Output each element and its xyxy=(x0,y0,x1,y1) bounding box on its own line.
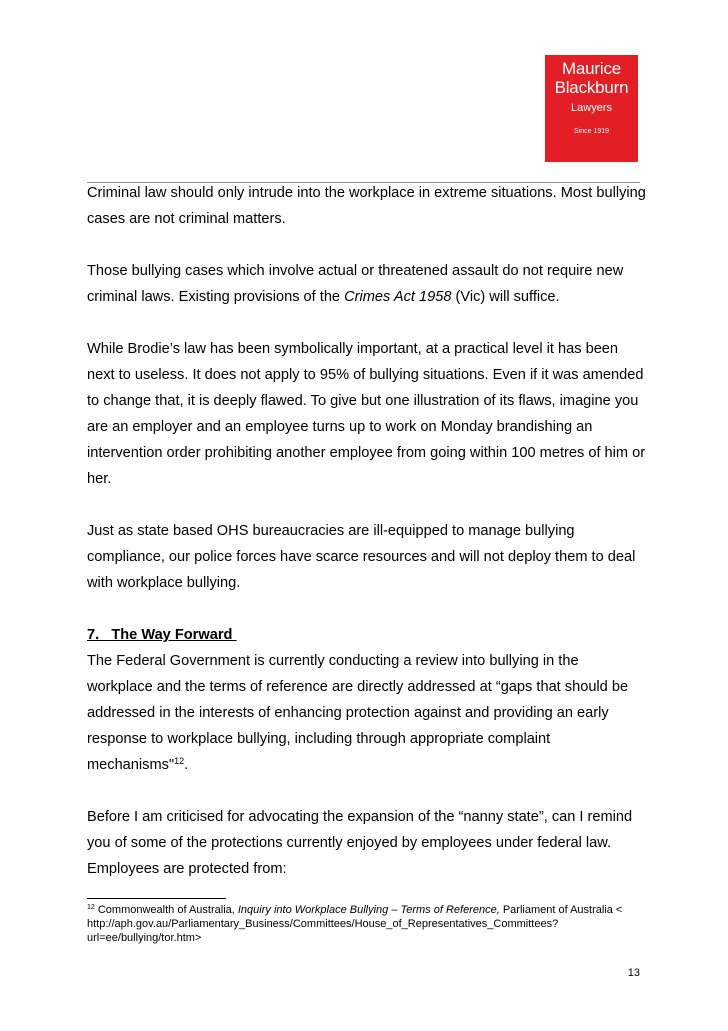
footnote-reference-12[interactable]: 12 xyxy=(174,756,185,766)
logo-line-lawyers: Lawyers xyxy=(571,102,612,114)
footnote-text-1: Commonwealth of Australia, xyxy=(94,904,238,916)
paragraph-federal-review-end: . xyxy=(184,757,189,773)
logo-line-blackburn: Blackburn xyxy=(554,78,629,97)
paragraph-federal-review-text: The Federal Government is currently conducting a review into bullying in the workplace and the terms of reference are directly addressed at “gaps that should be addressed in the interests of enhancing protection against and providing an early response to workplace bullying, including through appropriate complaint mechanisms" xyxy=(87,653,629,773)
logo-line-maurice: Maurice xyxy=(561,59,622,78)
paragraph-criminal-law: Criminal law should only intrude into the workplace in extreme situations. Most bullying cases are not criminal matters. xyxy=(87,185,646,227)
section-heading-way-forward: 7. The Way Forward xyxy=(87,627,237,643)
footnote-divider xyxy=(87,898,226,899)
paragraph-nanny-state: Before I am criticised for advocating the expansion of the “nanny state”, can I remind you of some of the protections currently enjoyed by employees under federal law. Employees are protected from: xyxy=(87,809,633,877)
paragraph-brodies-law: While Brodie’s law has been symbolically important, at a practical level it has been next to useless. It does not apply to 95% of bullying situations. Even if it was amended to change that, it is deeply flawed. To give but one illustration of its flaws, imagine you are an employer and an employee turns up to work on Monday brandishing an intervention order prohibiting another employee from going within 100 metres of him or her. xyxy=(87,341,646,487)
page-number: 13 xyxy=(627,967,640,979)
paragraph-assault xyxy=(87,258,647,310)
paragraph-federal-review xyxy=(87,648,647,778)
paragraph-assault-text-1: Those bullying cases which involve actual or threatened assault do not require new criminal laws. Existing provisions of the xyxy=(87,263,624,305)
maurice-blackburn-logo xyxy=(545,55,638,162)
footnote-12 xyxy=(87,903,647,945)
document-body xyxy=(87,180,647,882)
logo-line-since: Since 1919 xyxy=(573,128,610,135)
footnote-title: Inquiry into Workplace Bullying – Terms of Reference, xyxy=(237,904,500,916)
footnote-number: 12 xyxy=(87,904,95,911)
crimes-act-citation: Crimes Act 1958 xyxy=(344,289,452,305)
footnote-url-text[interactable]: Parliament of Australia < http://aph.gov.au/Parliamentary_Business/Committees/House_of_Representatives_Committees?url=ee/bullying/tor.htm> xyxy=(87,904,623,944)
paragraph-assault-text-2: (Vic) will suffice. xyxy=(451,289,560,305)
paragraph-police-resources: Just as state based OHS bureaucracies are ill-equipped to manage bullying compliance, our police forces have scarce resources and will not deploy them to deal with workplace bullying. xyxy=(87,523,636,591)
